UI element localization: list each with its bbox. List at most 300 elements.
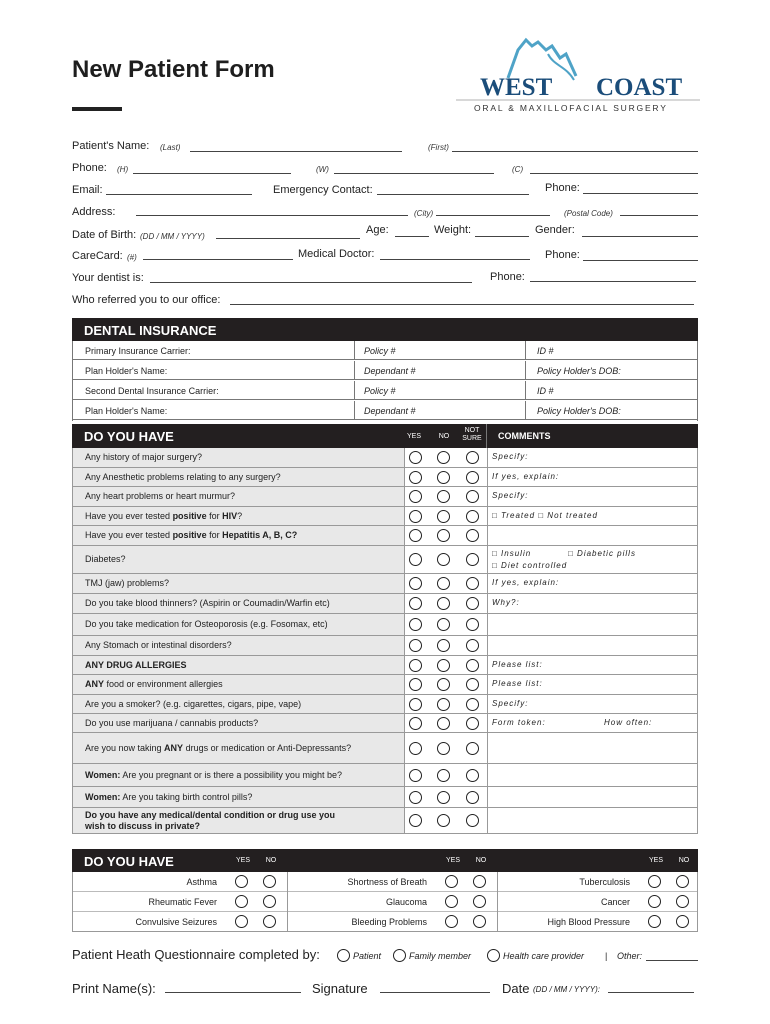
condition-no-radio[interactable] <box>473 895 486 908</box>
col-notsure-header <box>458 427 486 443</box>
comment-field[interactable] <box>487 614 697 635</box>
answer-notsure-radio[interactable] <box>466 597 479 610</box>
dentist-field[interactable] <box>150 282 472 283</box>
comment-field[interactable] <box>487 733 697 763</box>
question-label: Are you a smoker? (e.g. cigarettes, cigars, pipe, vape) <box>85 698 302 709</box>
conditions-title: DO YOU HAVE <box>84 854 174 869</box>
question-text <box>73 526 404 545</box>
question-row <box>72 594 698 614</box>
condition-no-radio[interactable] <box>676 895 689 908</box>
insurance-divider <box>354 401 355 419</box>
dentist-phone-field[interactable] <box>530 281 696 282</box>
phone-label: Phone: <box>72 162 107 174</box>
completed-by-provider-radio[interactable] <box>487 949 500 962</box>
insurance-table <box>72 341 698 421</box>
insurance-cell-label: Plan Holder's Name: <box>85 406 168 416</box>
answer-no-radio[interactable] <box>437 490 450 503</box>
question-divider <box>404 733 405 763</box>
insurance-row <box>73 401 697 420</box>
comment-field[interactable] <box>487 656 697 674</box>
emergency-phone-label: Phone: <box>545 182 580 194</box>
answer-yes-radio[interactable] <box>409 791 422 804</box>
insurance-row <box>73 381 697 400</box>
answer-no-radio[interactable] <box>437 698 450 711</box>
carecard-field[interactable] <box>143 259 293 260</box>
question-divider <box>404 468 405 486</box>
answer-yes-radio[interactable] <box>409 618 422 631</box>
question-row <box>72 764 698 787</box>
email-label: Email: <box>72 184 103 196</box>
question-divider <box>404 695 405 713</box>
medical-doctor-field[interactable] <box>380 259 530 260</box>
comment-field[interactable] <box>487 594 697 613</box>
question-label: Women: Are you taking birth control pills? <box>85 791 253 802</box>
question-divider <box>404 594 405 613</box>
comment-field[interactable] <box>487 636 697 655</box>
print-name-field[interactable] <box>165 992 301 993</box>
cond-no-3: NO <box>678 857 690 864</box>
answer-yes-radio[interactable] <box>409 451 422 464</box>
question-divider <box>404 614 405 635</box>
question-text <box>73 574 404 593</box>
patient-name-label: Patient's Name: <box>72 140 150 152</box>
question-label: ANY food or environment allergies <box>85 679 223 689</box>
question-label: Have you ever tested positive for HIV? <box>85 510 243 521</box>
comment-field[interactable] <box>487 787 697 807</box>
question-row <box>72 656 698 675</box>
doctor-phone-label: Phone: <box>545 249 580 261</box>
insurance-divider <box>354 361 355 379</box>
answer-notsure-radio[interactable] <box>466 639 479 652</box>
title-underline <box>72 107 122 111</box>
city-field[interactable] <box>436 215 550 216</box>
insurance-cell-id: Policy Holder's DOB: <box>537 366 621 376</box>
answer-no-radio[interactable] <box>437 510 450 523</box>
answer-notsure-radio[interactable] <box>466 577 479 590</box>
cell-phone-field[interactable] <box>530 173 698 174</box>
condition-label: High Blood Pressure <box>547 917 630 927</box>
cond-yes-1: YES <box>235 857 250 864</box>
answer-notsure-radio[interactable] <box>466 618 479 631</box>
condition-yes-radio[interactable] <box>648 875 661 888</box>
condition-yes-radio[interactable] <box>648 915 661 928</box>
question-divider <box>404 574 405 593</box>
answer-yes-radio[interactable] <box>409 553 422 566</box>
question-row <box>72 808 698 834</box>
address-label: Address: <box>72 206 116 218</box>
comment-hint: Please list: <box>492 660 543 669</box>
comment-hint: Form token: <box>492 718 546 727</box>
comments-header: COMMENTS <box>498 431 551 441</box>
cond-no-1: NO <box>265 857 277 864</box>
comment-field[interactable] <box>487 507 697 525</box>
question-label: Have you ever tested positive for Hepatitis A, B, C? <box>85 530 298 540</box>
insurance-title: DENTAL INSURANCE <box>84 323 217 338</box>
answer-no-radio[interactable] <box>437 639 450 652</box>
signature-label: Signature <box>312 981 368 996</box>
insurance-divider <box>525 381 526 399</box>
condition-row-divider <box>73 891 697 892</box>
answer-yes-radio[interactable] <box>409 490 422 503</box>
question-label: Any Stomach or intestinal disorders? <box>85 640 232 650</box>
logo-word-coast: COAST <box>596 74 683 101</box>
completed-by-provider-label: Health care provider <box>503 951 585 961</box>
question-label: Do you use marijuana / cannabis products? <box>85 717 259 728</box>
emergency-contact-field[interactable] <box>377 194 529 195</box>
answer-yes-radio[interactable] <box>409 529 422 542</box>
comment-hint-2: How often: <box>604 718 653 727</box>
work-phone-field[interactable] <box>334 173 494 174</box>
condition-yes-radio[interactable] <box>648 895 661 908</box>
referred-label: Who referred you to our office: <box>72 294 221 306</box>
comment-hint: If yes, explain: <box>492 472 560 481</box>
questions-title: DO YOU HAVE <box>84 429 174 444</box>
dob-field[interactable] <box>216 238 360 239</box>
comment-hint: Specify: <box>492 491 529 500</box>
comment-field[interactable] <box>487 546 697 573</box>
question-label: Do you take medication for Osteoporosis (e.g. Fosomax, etc) <box>85 619 328 629</box>
cond-no-2: NO <box>475 857 487 864</box>
work-phone-hint: (W) <box>316 165 329 174</box>
answer-notsure-radio[interactable] <box>466 553 479 566</box>
question-text <box>73 764 404 786</box>
home-phone-hint: (H) <box>117 165 129 174</box>
cond-yes-2: YES <box>445 857 460 864</box>
answer-no-radio[interactable] <box>437 577 450 590</box>
comment-hint-3: □ Diet controlled <box>492 561 568 570</box>
question-divider <box>404 675 405 694</box>
answer-no-radio[interactable] <box>437 553 450 566</box>
carecard-label: CareCard: <box>72 250 123 262</box>
completed-by-label: Patient Heath Questionnaire completed by: <box>72 947 320 962</box>
cond-yes-3: YES <box>648 857 663 864</box>
answer-notsure-radio[interactable] <box>466 742 479 755</box>
weight-label: Weight: <box>434 224 472 236</box>
insurance-cell-policy: Policy # <box>364 386 396 396</box>
question-text <box>73 695 404 713</box>
question-divider <box>404 808 405 833</box>
answer-notsure-radio[interactable] <box>466 529 479 542</box>
question-row <box>72 574 698 594</box>
question-row <box>72 507 698 526</box>
condition-no-radio[interactable] <box>676 915 689 928</box>
condition-col-divider <box>287 872 288 931</box>
conditions-header <box>72 849 698 872</box>
comment-field[interactable] <box>487 714 697 732</box>
answer-no-radio[interactable] <box>437 529 450 542</box>
answer-no-radio[interactable] <box>437 814 450 827</box>
question-divider <box>404 448 405 467</box>
answer-yes-radio[interactable] <box>409 717 422 730</box>
condition-yes-radio[interactable] <box>445 875 458 888</box>
insurance-divider <box>525 341 526 359</box>
question-text <box>73 507 404 525</box>
comment-field[interactable] <box>487 675 697 694</box>
condition-yes-radio[interactable] <box>235 915 248 928</box>
dob-label: Date of Birth: <box>72 229 137 241</box>
logo-word-west: WEST <box>480 74 553 101</box>
insurance-divider <box>354 381 355 399</box>
question-row <box>72 614 698 636</box>
other-field[interactable] <box>646 960 698 961</box>
condition-no-radio[interactable] <box>263 895 276 908</box>
comment-hint: □ Treated □ Not treated <box>492 511 598 520</box>
question-label: ANY DRUG ALLERGIES <box>85 659 187 670</box>
question-label: Diabetes? <box>85 554 126 564</box>
question-label: Do you have any medical/dental condition or drug use you <box>85 809 336 820</box>
question-label: Do you take blood thinners? (Aspirin or Coumadin/Warfin etc) <box>85 598 330 608</box>
condition-yes-radio[interactable] <box>235 895 248 908</box>
date-format-hint: (DD / MM / YYYY): <box>533 985 600 994</box>
completed-by-patient-label: Patient <box>353 951 382 961</box>
clinic-logo <box>456 36 700 116</box>
condition-label: Convulsive Seizures <box>135 917 217 927</box>
answer-notsure-radio[interactable] <box>466 814 479 827</box>
question-label-line2: wish to discuss in private? <box>85 820 201 831</box>
question-text <box>73 656 404 674</box>
insurance-cell-id: ID # <box>537 386 554 396</box>
condition-col-divider <box>497 872 498 931</box>
last-name-hint: (Last) <box>160 143 181 152</box>
question-row <box>72 448 698 468</box>
comment-field[interactable] <box>487 695 697 713</box>
gender-label: Gender: <box>535 224 575 236</box>
date-label: Date <box>502 981 530 996</box>
comment-field[interactable] <box>487 468 697 486</box>
answer-no-radio[interactable] <box>437 659 450 672</box>
doctor-phone-field[interactable] <box>583 260 698 261</box>
condition-no-radio[interactable] <box>676 875 689 888</box>
answer-yes-radio[interactable] <box>409 471 422 484</box>
question-label: Any Anesthetic problems relating to any surgery? <box>85 471 281 482</box>
completed-by-family-label: Family member <box>409 951 472 961</box>
questions-header <box>72 424 698 448</box>
address-field[interactable] <box>136 215 408 216</box>
comment-hint: If yes, explain: <box>492 578 560 587</box>
date-field[interactable] <box>608 992 694 993</box>
condition-no-radio[interactable] <box>263 915 276 928</box>
home-phone-field[interactable] <box>133 173 291 174</box>
dentist-label: Your dentist is: <box>72 272 144 284</box>
insurance-cell-label: Primary Insurance Carrier: <box>85 346 191 356</box>
insurance-header <box>72 318 698 341</box>
answer-yes-radio[interactable] <box>409 659 422 672</box>
signature-field[interactable] <box>380 992 490 993</box>
comment-field[interactable] <box>487 487 697 506</box>
condition-no-radio[interactable] <box>473 915 486 928</box>
condition-label: Glaucoma <box>385 897 427 907</box>
question-row <box>72 636 698 656</box>
completed-by-family-radio[interactable] <box>393 949 406 962</box>
answer-yes-radio[interactable] <box>409 814 422 827</box>
answer-no-radio[interactable] <box>437 471 450 484</box>
age-label: Age: <box>366 224 389 236</box>
question-divider <box>404 714 405 732</box>
question-row <box>72 487 698 507</box>
answer-no-radio[interactable] <box>437 678 450 691</box>
weight-field[interactable] <box>475 236 529 237</box>
print-name-label: Print Name(s): <box>72 981 156 996</box>
insurance-divider <box>525 361 526 379</box>
insurance-cell-policy: Policy # <box>364 346 396 356</box>
answer-yes-radio[interactable] <box>409 639 422 652</box>
answer-no-radio[interactable] <box>437 791 450 804</box>
header-divider <box>486 424 487 448</box>
answer-yes-radio[interactable] <box>409 678 422 691</box>
question-text <box>73 468 404 486</box>
cell-phone-hint: (C) <box>512 165 524 174</box>
answer-notsure-radio[interactable] <box>466 698 479 711</box>
answer-notsure-radio[interactable] <box>466 659 479 672</box>
question-label: Are you now taking ANY drugs or medication or Anti-Depressants? <box>85 742 352 753</box>
question-row <box>72 526 698 546</box>
condition-yes-radio[interactable] <box>235 875 248 888</box>
question-text <box>73 714 404 732</box>
question-label: Women: Are you pregnant or is there a possibility you might be? <box>85 769 342 780</box>
condition-no-radio[interactable] <box>263 875 276 888</box>
comment-field[interactable] <box>487 764 697 786</box>
condition-yes-radio[interactable] <box>445 895 458 908</box>
question-divider <box>404 656 405 674</box>
question-divider <box>404 636 405 655</box>
question-divider <box>404 764 405 786</box>
question-divider <box>404 487 405 506</box>
question-label: Any history of major surgery? <box>85 452 203 462</box>
completed-by-patient-radio[interactable] <box>337 949 350 962</box>
answer-yes-radio[interactable] <box>409 577 422 590</box>
condition-yes-radio[interactable] <box>445 915 458 928</box>
question-text <box>73 487 404 506</box>
insurance-cell-policy: Dependant # <box>364 406 416 416</box>
answer-no-radio[interactable] <box>437 742 450 755</box>
medical-doctor-label: Medical Doctor: <box>298 248 375 260</box>
last-name-field[interactable] <box>190 151 402 152</box>
answer-yes-radio[interactable] <box>409 698 422 711</box>
age-field[interactable] <box>395 236 429 237</box>
answer-notsure-radio[interactable] <box>466 471 479 484</box>
answer-yes-radio[interactable] <box>409 597 422 610</box>
question-text <box>73 614 404 635</box>
condition-label: Tuberculosis <box>579 877 630 887</box>
question-divider <box>404 507 405 525</box>
comment-hint: Why?: <box>492 598 520 607</box>
postal-code-field[interactable] <box>620 215 698 216</box>
answer-notsure-radio[interactable] <box>466 678 479 691</box>
condition-label: Rheumatic Fever <box>148 897 217 907</box>
answer-yes-radio[interactable] <box>409 510 422 523</box>
question-row <box>72 787 698 808</box>
footer-separator: | <box>605 951 608 961</box>
col-yes-header: YES <box>406 433 421 440</box>
question-row <box>72 468 698 487</box>
question-text <box>73 594 404 613</box>
answer-no-radio[interactable] <box>437 597 450 610</box>
question-text <box>73 733 404 763</box>
answer-no-radio[interactable] <box>437 717 450 730</box>
comment-hint: Please list: <box>492 679 543 688</box>
comment-field[interactable] <box>487 526 697 545</box>
question-text <box>73 448 404 467</box>
answer-notsure-radio[interactable] <box>466 490 479 503</box>
comment-hint-2: □ Diabetic pills <box>568 549 636 558</box>
question-label: TMJ (jaw) problems? <box>85 578 170 588</box>
postal-code-hint: (Postal Code) <box>564 209 613 218</box>
condition-no-radio[interactable] <box>473 875 486 888</box>
comment-field[interactable] <box>487 448 697 467</box>
page-title: New Patient Form <box>72 56 275 83</box>
insurance-divider <box>525 401 526 419</box>
insurance-cell-label: Plan Holder's Name: <box>85 366 168 376</box>
answer-notsure-radio[interactable] <box>466 769 479 782</box>
question-row <box>72 695 698 714</box>
col-no-header: NO <box>438 433 450 440</box>
dob-format-hint: (DD / MM / YYYY) <box>140 232 205 241</box>
question-text <box>73 787 404 807</box>
question-text <box>73 675 404 694</box>
answer-notsure-radio[interactable] <box>466 791 479 804</box>
question-text <box>73 636 404 655</box>
emergency-contact-label: Emergency Contact: <box>273 184 373 196</box>
insurance-cell-label: Second Dental Insurance Carrier: <box>85 386 219 396</box>
conditions-table <box>72 872 698 932</box>
not-sure-line1: NOT <box>464 427 480 434</box>
answer-notsure-radio[interactable] <box>466 717 479 730</box>
question-row <box>72 675 698 695</box>
question-divider <box>404 546 405 573</box>
email-field[interactable] <box>106 194 252 195</box>
insurance-cell-id: Policy Holder's DOB: <box>537 406 621 416</box>
not-sure-line2: SURE <box>462 435 482 442</box>
condition-label: Cancer <box>600 897 630 907</box>
question-divider <box>404 526 405 545</box>
comment-field[interactable] <box>487 808 697 833</box>
answer-yes-radio[interactable] <box>409 769 422 782</box>
first-name-hint: (First) <box>428 143 449 152</box>
answer-no-radio[interactable] <box>437 618 450 631</box>
question-row <box>72 714 698 733</box>
comment-field[interactable] <box>487 574 697 593</box>
insurance-row <box>73 361 697 380</box>
condition-row-divider <box>73 911 697 912</box>
condition-label: Shortness of Breath <box>347 877 427 887</box>
insurance-cell-id: ID # <box>537 346 554 356</box>
dentist-phone-label: Phone: <box>490 271 525 283</box>
answer-no-radio[interactable] <box>437 769 450 782</box>
gender-field[interactable] <box>582 236 698 237</box>
other-label: Other: <box>617 951 643 961</box>
logo-tagline: ORAL & MAXILLOFACIAL SURGERY <box>474 103 668 113</box>
carecard-hint: (#) <box>127 253 137 262</box>
answer-no-radio[interactable] <box>437 451 450 464</box>
emergency-phone-field[interactable] <box>583 193 698 194</box>
insurance-divider <box>354 341 355 359</box>
answer-notsure-radio[interactable] <box>466 510 479 523</box>
first-name-field[interactable] <box>452 151 698 152</box>
comment-hint: Specify: <box>492 699 529 708</box>
referred-field[interactable] <box>230 304 694 305</box>
answer-notsure-radio[interactable] <box>466 451 479 464</box>
city-hint: (City) <box>414 209 434 218</box>
insurance-cell-policy: Dependant # <box>364 366 416 376</box>
comment-hint: Specify: <box>492 452 529 461</box>
question-divider <box>404 787 405 807</box>
question-text <box>73 546 404 573</box>
comment-hint: □ Insulin <box>492 549 532 558</box>
question-label: Any heart problems or heart murmur? <box>85 491 236 501</box>
answer-yes-radio[interactable] <box>409 742 422 755</box>
condition-label: Bleeding Problems <box>351 917 427 927</box>
question-row <box>72 733 698 764</box>
